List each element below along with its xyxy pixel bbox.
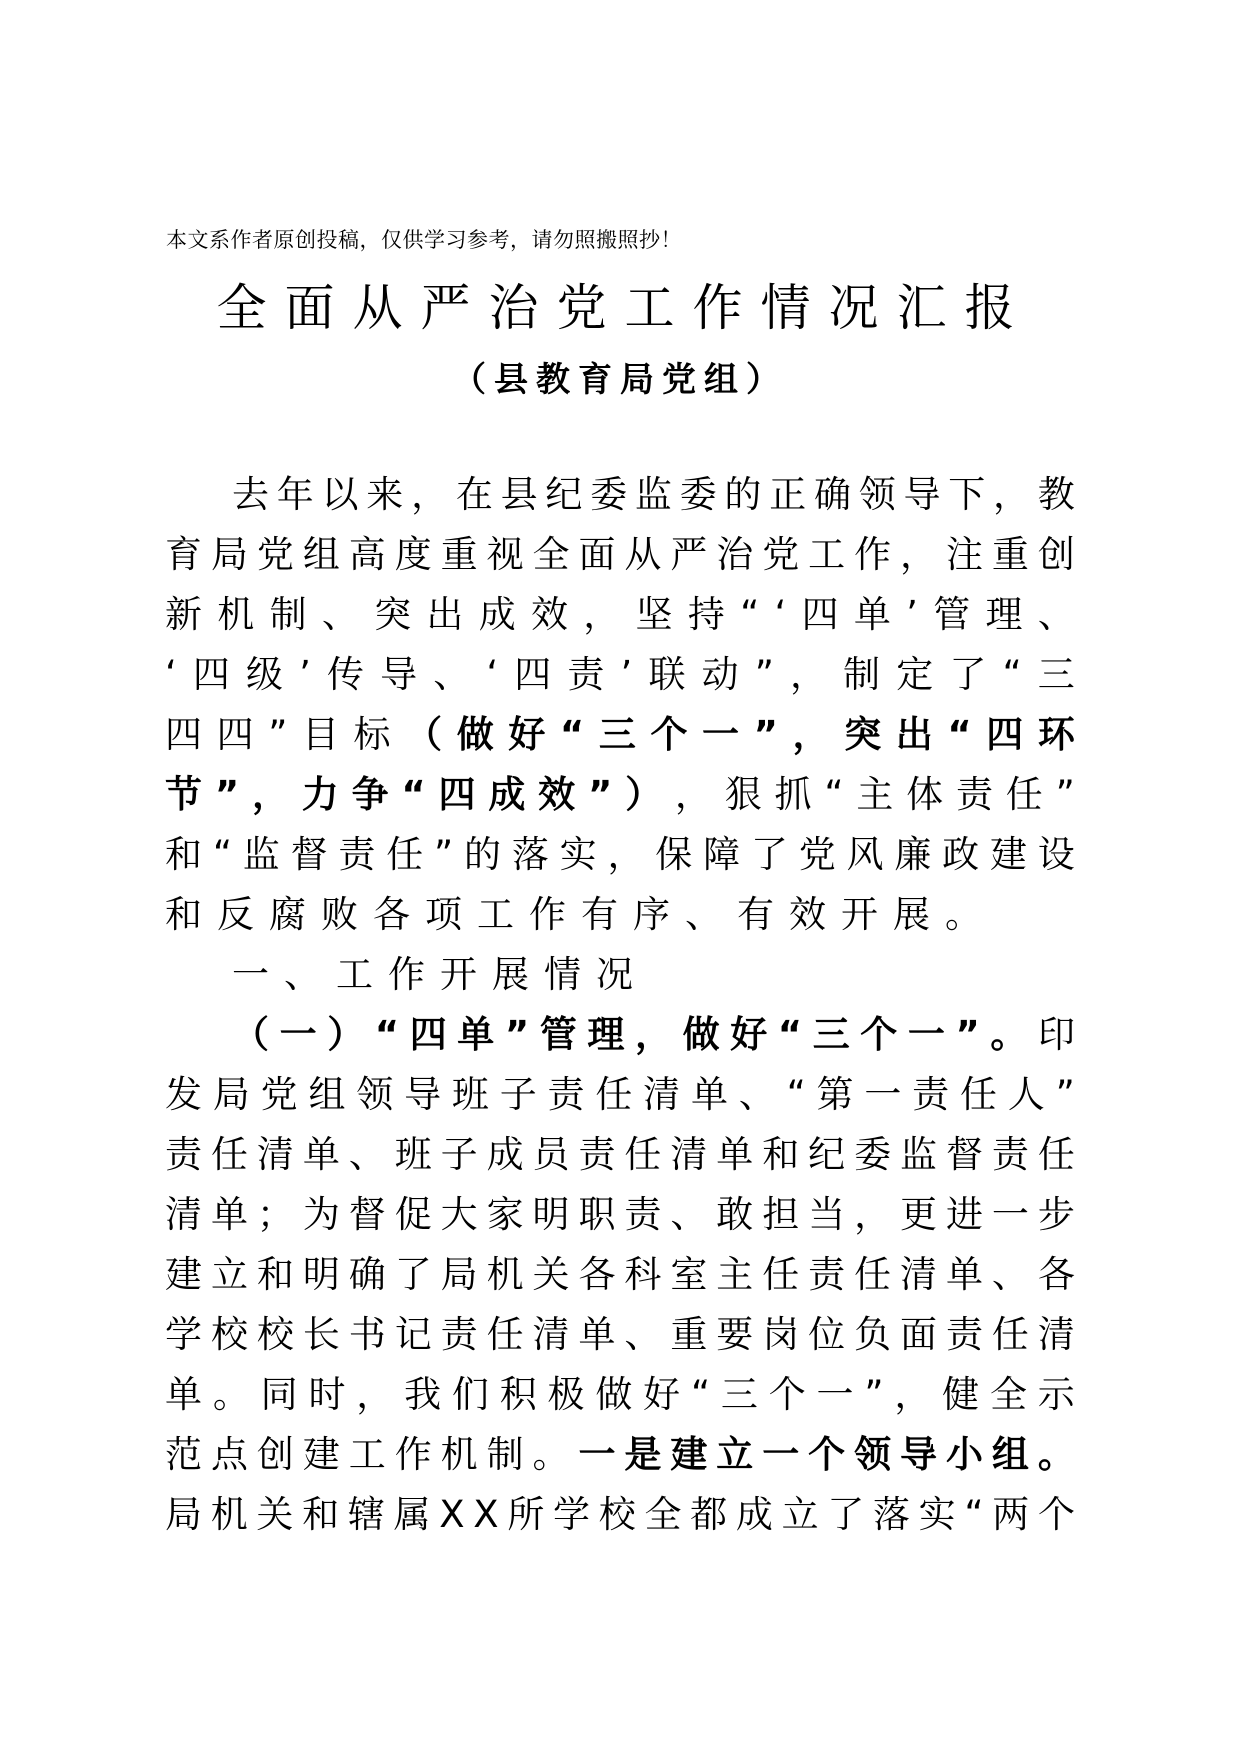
paragraph-line: 单 。 同 时 ， 我 们 积 极 做 好 “ 三 个 一 ” ， 健 全 示 xyxy=(165,1373,1075,1416)
paragraph-line: 去 年 以 来 ， 在 县 纪 委 监 委 的 正 确 领 导 下 ， 教 xyxy=(232,473,1075,516)
paragraph-line: 四 四 ” 目 标 （ 做 好 “ 三 个 一 ” ， 突 出 “ 四 环 xyxy=(165,713,1075,756)
document-title: 全面从严治党工作情况汇报 xyxy=(216,279,1033,337)
paragraph-line: 范 点 创 建 工 作 机 制 。 一 是 建 立 一 个 领 导 小 组 。 xyxy=(165,1433,1075,1476)
paragraph-line: 清 单 ； 为 督 促 大 家 明 职 责 、 敢 担 当 ， 更 进 一 步 xyxy=(165,1193,1075,1236)
paragraph-line: 发 局 党 组 领 导 班 子 责 任 清 单 、 “ 第 一 责 任 人 ” xyxy=(165,1073,1075,1116)
paragraph-line: 和 “ 监 督 责 任 ” 的 落 实 ， 保 障 了 党 风 廉 政 建 设 xyxy=(165,833,1075,876)
document-subtitle: （县教育局党组） xyxy=(452,360,788,400)
paragraph-line: 一 、 工 作 开 展 情 况 xyxy=(232,953,648,996)
paragraph-line: 局 机 关 和 辖 属 X X 所 学 校 全 都 成 立 了 落 实 “ 两 个 xyxy=(165,1493,1075,1536)
paragraph-line: 学 校 校 长 书 记 责 任 清 单 、 重 要 岗 位 负 面 责 任 清 xyxy=(165,1313,1075,1356)
copyright-notice: 本文系作者原创投稿，仅供学习参考，请勿照搬照抄！ xyxy=(166,228,682,252)
paragraph-line: 育 局 党 组 高 度 重 视 全 面 从 严 治 党 工 作 ， 注 重 创 xyxy=(165,533,1075,576)
paragraph-line: 责 任 清 单 、 班 子 成 员 责 任 清 单 和 纪 委 监 督 责 任 xyxy=(165,1133,1075,1176)
paragraph-line: ‘ 四 级 ’ 传 导 、 ‘ 四 责 ’ 联 动 ” ， 制 定 了 “ 三 xyxy=(165,653,1075,696)
paragraph-line: 节 ” ， 力 争 “ 四 成 效 ” ） ， 狠 抓 “ 主 体 责 任 ” xyxy=(165,773,1075,816)
paragraph-line: 新 机 制 、 突 出 成 效 ， 坚 持 “ ‘ 四 单 ’ 管 理 、 xyxy=(165,593,1075,636)
paragraph-line: 和 反 腐 败 各 项 工 作 有 序 、 有 效 开 展 。 xyxy=(165,893,997,936)
paragraph-line: （ 一 ） “ 四 单 ” 管 理 ， 做 好 “ 三 个 一 ” 。 印 xyxy=(232,1013,1075,1056)
paragraph-line: 建 立 和 明 确 了 局 机 关 各 科 室 主 任 责 任 清 单 、 各 xyxy=(165,1253,1075,1296)
document-body xyxy=(165,465,1075,1545)
